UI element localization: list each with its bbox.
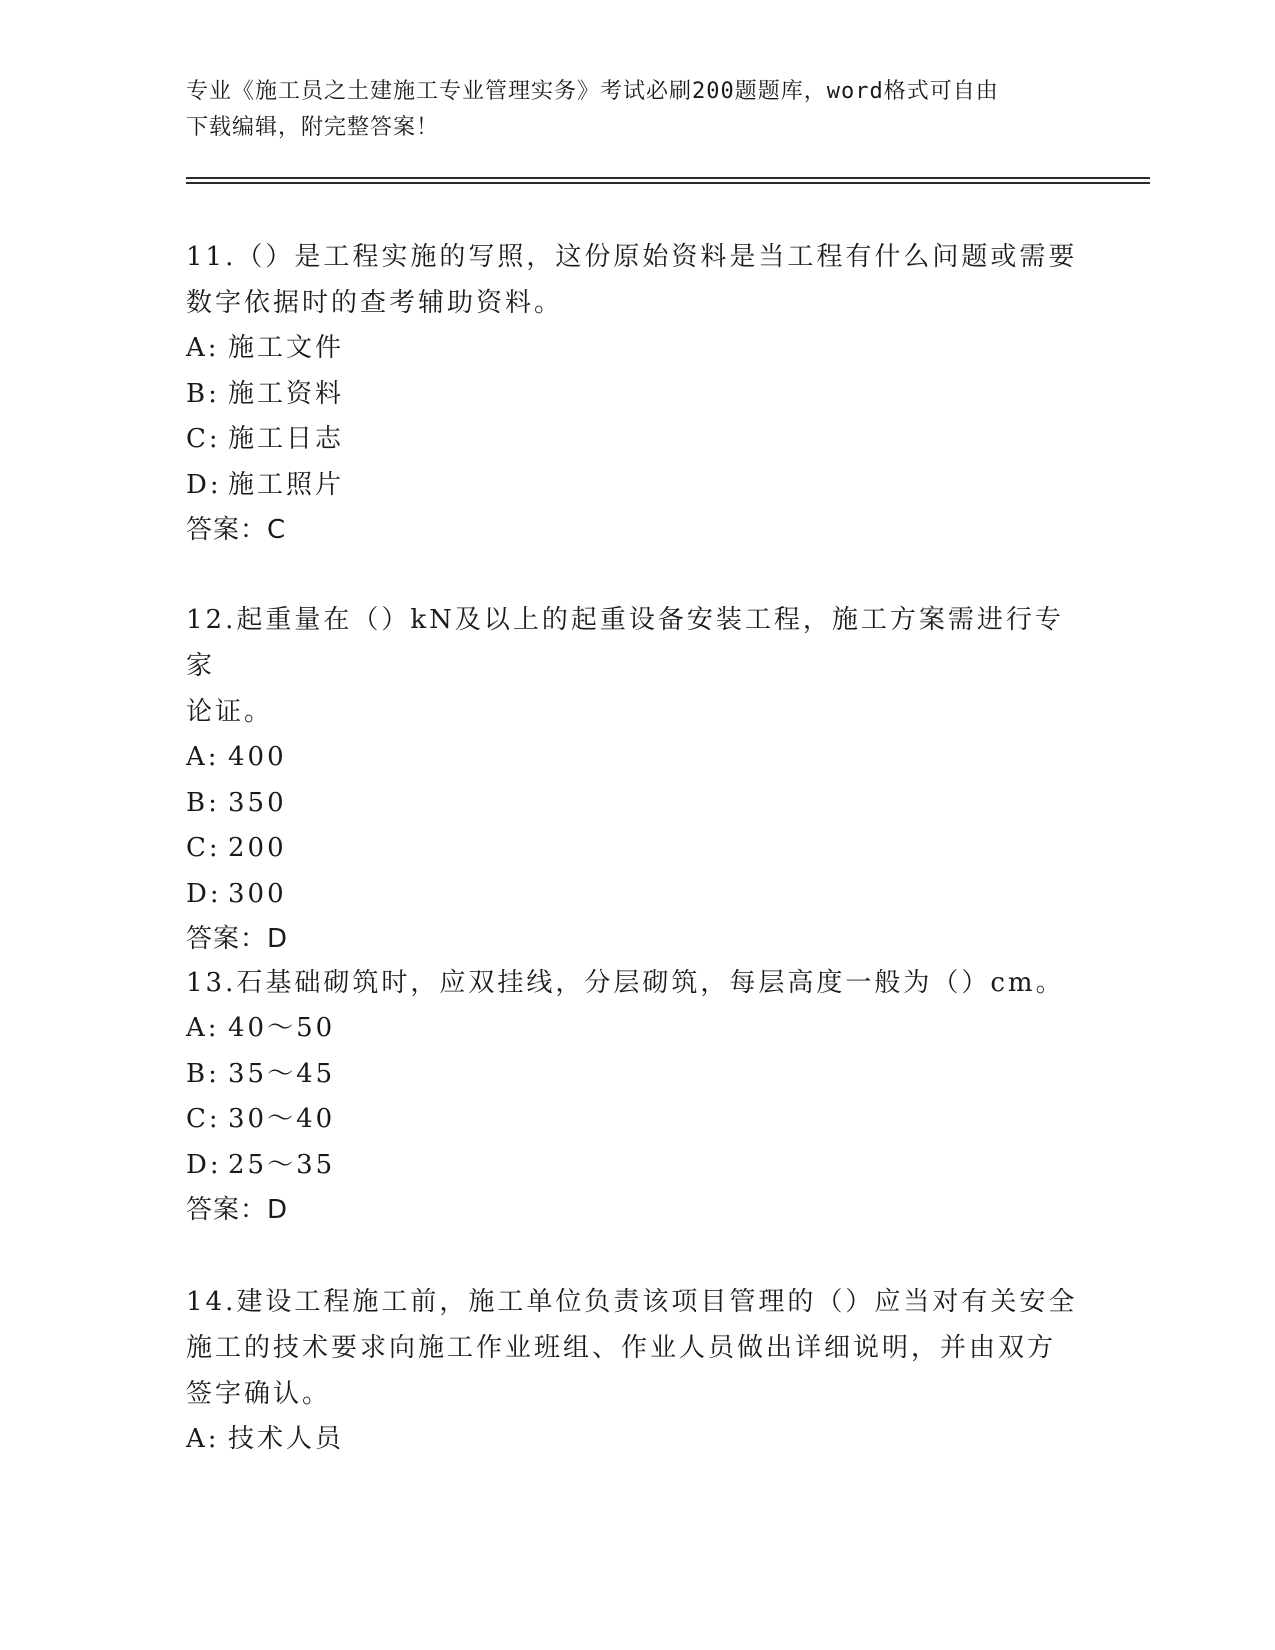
option-b xyxy=(186,781,1086,827)
option-text: 300 xyxy=(228,878,287,909)
option-a xyxy=(186,735,1086,781)
option-c xyxy=(186,826,1086,872)
option-letter: B: xyxy=(186,787,220,818)
option-d xyxy=(186,1143,1086,1189)
option-b xyxy=(186,1052,1086,1098)
question-11 xyxy=(186,234,1086,554)
answer-line: 答案：C xyxy=(186,515,287,545)
option-text: 40～50 xyxy=(228,1013,336,1043)
option-c xyxy=(186,417,1086,463)
option-letter: D: xyxy=(186,878,222,909)
question-13 xyxy=(186,960,1086,1234)
option-letter: C: xyxy=(186,1104,221,1134)
option-text: 30～40 xyxy=(228,1104,336,1134)
option-text: 25～35 xyxy=(228,1149,336,1180)
option-letter: C: xyxy=(186,833,221,863)
question-stem-line: 论证。 xyxy=(186,697,274,727)
option-text: 施工文件 xyxy=(228,333,345,363)
option-text: 施工照片 xyxy=(228,469,345,500)
option-a xyxy=(186,1417,1086,1463)
option-c xyxy=(186,1097,1086,1143)
question-14 xyxy=(186,1279,1086,1463)
question-stem-line: 施工的技术要求向施工作业班组、作业人员做出详细说明，并由双方 xyxy=(186,1333,1057,1363)
option-text: 技术人员 xyxy=(228,1424,345,1454)
answer-line: 答案：D xyxy=(186,1195,289,1225)
option-letter: D: xyxy=(186,1149,222,1180)
option-letter: C: xyxy=(186,424,221,454)
header-line-1: 专业《施工员之土建施工专业管理实务》考试必刷200题题库，word格式可自由 xyxy=(186,79,999,104)
option-text: 200 xyxy=(228,833,287,863)
question-stem-line: 签字确认。 xyxy=(186,1379,332,1409)
option-letter: B: xyxy=(186,1058,220,1089)
header-divider-top xyxy=(186,177,1150,179)
question-stem-line: 数字依据时的查考辅助资料。 xyxy=(186,288,564,318)
option-a xyxy=(186,326,1086,372)
option-d xyxy=(186,463,1086,509)
option-letter: A: xyxy=(186,742,220,772)
header-line-2: 下载编辑，附完整答案！ xyxy=(186,115,440,140)
question-stem-line: 11.（）是工程实施的写照，这份原始资料是当工程有什么问题或需要 xyxy=(186,242,1078,272)
answer-line: 答案：D xyxy=(186,924,289,954)
question-stem-line: 14.建设工程施工前，施工单位负责该项目管理的（）应当对有关安全 xyxy=(186,1287,1078,1317)
option-text: 400 xyxy=(228,742,287,772)
document-header xyxy=(186,74,1086,146)
question-12 xyxy=(186,597,1086,963)
option-letter: B: xyxy=(186,378,220,409)
question-stem-line: 13.石基础砌筑时，应双挂线，分层砌筑，每层高度一般为（）cm。 xyxy=(186,968,1065,998)
option-a xyxy=(186,1006,1086,1052)
option-text: 35～45 xyxy=(228,1058,336,1089)
option-text: 施工资料 xyxy=(228,378,345,409)
option-text: 施工日志 xyxy=(228,424,345,454)
option-b xyxy=(186,372,1086,418)
question-stem-line: 12.起重量在（）kN及以上的起重设备安装工程，施工方案需进行专家 xyxy=(186,605,1064,681)
option-letter: D: xyxy=(186,469,222,500)
option-text: 350 xyxy=(228,787,287,818)
header-divider-bottom xyxy=(186,182,1150,184)
option-letter: A: xyxy=(186,1013,220,1043)
option-d xyxy=(186,872,1086,918)
option-letter: A: xyxy=(186,1424,220,1454)
option-letter: A: xyxy=(186,333,220,363)
